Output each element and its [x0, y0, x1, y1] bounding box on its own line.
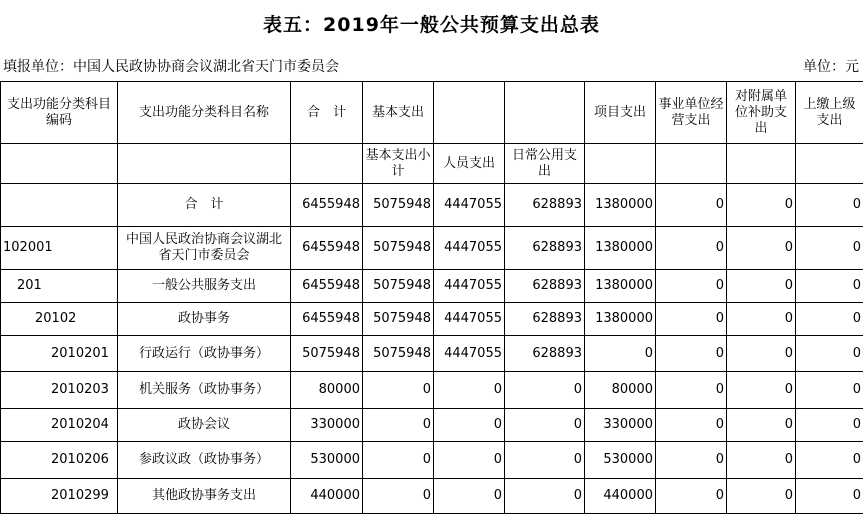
table-row [1, 479, 863, 514]
header-code: 支出功能分类科目编码 [1, 82, 118, 144]
basic-subtotal-cell: 5075948 [363, 303, 434, 336]
public-cell: 628893 [505, 227, 585, 270]
code-cell: 2010201 [1, 336, 118, 372]
personnel-cell: 4447055 [434, 336, 505, 372]
business-cell: 0 [656, 336, 727, 372]
header-sub-blank [1, 144, 118, 184]
budget-table [0, 81, 863, 514]
code-cell: 2010299 [1, 479, 118, 514]
total-cell: 6455948 [291, 227, 363, 270]
personnel-cell: 4447055 [434, 227, 505, 270]
subsidy-cell: 0 [727, 184, 796, 227]
upper-cell: 0 [796, 479, 863, 514]
name-cell: 其他政协事务支出 [118, 479, 291, 514]
table-row [1, 184, 863, 227]
business-cell: 0 [656, 303, 727, 336]
code-cell [1, 184, 118, 227]
business-cell: 0 [656, 184, 727, 227]
header-sub-blank [118, 144, 291, 184]
table-row [1, 409, 863, 442]
name-cell: 政协事务 [118, 303, 291, 336]
public-cell: 628893 [505, 303, 585, 336]
total-cell: 6455948 [291, 303, 363, 336]
upper-cell: 0 [796, 184, 863, 227]
header-sub-blank [796, 144, 863, 184]
subsidy-cell: 0 [727, 442, 796, 479]
header-name: 支出功能分类科目名称 [118, 82, 291, 144]
header-row-1 [1, 82, 863, 144]
name-cell: 中国人民政治协商会议湖北省天门市委员会 [118, 227, 291, 270]
personnel-cell: 0 [434, 442, 505, 479]
public-cell: 628893 [505, 270, 585, 303]
header-subsidy: 对附属单位补助支出 [727, 82, 796, 144]
header-row-2 [1, 144, 863, 184]
upper-cell: 0 [796, 227, 863, 270]
total-cell: 530000 [291, 442, 363, 479]
business-cell: 0 [656, 409, 727, 442]
basic-subtotal-cell: 0 [363, 479, 434, 514]
code-cell: 20102 [1, 303, 118, 336]
subsidy-cell: 0 [727, 479, 796, 514]
subsidy-cell: 0 [727, 372, 796, 409]
header-basic: 基本支出 [363, 82, 434, 144]
public-cell: 0 [505, 372, 585, 409]
code-cell: 2010203 [1, 372, 118, 409]
subsidy-cell: 0 [727, 270, 796, 303]
header-basic-subtotal: 基本支出小计 [363, 144, 434, 184]
project-cell: 1380000 [585, 270, 656, 303]
table-row [1, 442, 863, 479]
name-cell: 机关服务（政协事务） [118, 372, 291, 409]
currency-unit: 单位：元 [803, 59, 859, 75]
business-cell: 0 [656, 442, 727, 479]
personnel-cell: 4447055 [434, 184, 505, 227]
total-cell: 6455948 [291, 270, 363, 303]
header-blank-1 [434, 82, 505, 144]
public-cell: 628893 [505, 336, 585, 372]
header-sub-blank [585, 144, 656, 184]
basic-subtotal-cell: 5075948 [363, 270, 434, 303]
personnel-cell: 0 [434, 409, 505, 442]
project-cell: 440000 [585, 479, 656, 514]
project-cell: 330000 [585, 409, 656, 442]
header-upper: 上缴上级支出 [796, 82, 863, 144]
total-cell: 80000 [291, 372, 363, 409]
header-sub-blank [291, 144, 363, 184]
basic-subtotal-cell: 0 [363, 409, 434, 442]
basic-subtotal-cell: 5075948 [363, 227, 434, 270]
subsidy-cell: 0 [727, 409, 796, 442]
header-business: 事业单位经营支出 [656, 82, 727, 144]
header-project: 项目支出 [585, 82, 656, 144]
subsidy-cell: 0 [727, 227, 796, 270]
header-blank-2 [505, 82, 585, 144]
header-public: 日常公用支出 [505, 144, 585, 184]
basic-subtotal-cell: 5075948 [363, 184, 434, 227]
page-title: 表五：2019年一般公共预算支出总表 [263, 14, 600, 36]
table-row [1, 372, 863, 409]
total-cell: 6455948 [291, 184, 363, 227]
total-cell: 5075948 [291, 336, 363, 372]
project-cell: 0 [585, 336, 656, 372]
header-total: 合 计 [291, 82, 363, 144]
upper-cell: 0 [796, 442, 863, 479]
header-personnel: 人员支出 [434, 144, 505, 184]
public-cell: 0 [505, 442, 585, 479]
public-cell: 0 [505, 409, 585, 442]
project-cell: 530000 [585, 442, 656, 479]
public-cell: 0 [505, 479, 585, 514]
project-cell: 1380000 [585, 303, 656, 336]
personnel-cell: 4447055 [434, 270, 505, 303]
business-cell: 0 [656, 372, 727, 409]
personnel-cell: 0 [434, 372, 505, 409]
upper-cell: 0 [796, 336, 863, 372]
code-cell: 2010204 [1, 409, 118, 442]
name-cell: 参政议政（政协事务） [118, 442, 291, 479]
project-cell: 1380000 [585, 184, 656, 227]
name-cell: 一般公共服务支出 [118, 270, 291, 303]
project-cell: 1380000 [585, 227, 656, 270]
subsidy-cell: 0 [727, 303, 796, 336]
business-cell: 0 [656, 270, 727, 303]
business-cell: 0 [656, 479, 727, 514]
header-sub-blank [727, 144, 796, 184]
code-cell: 2010206 [1, 442, 118, 479]
total-cell: 330000 [291, 409, 363, 442]
public-cell: 628893 [505, 184, 585, 227]
code-cell: 201 [1, 270, 118, 303]
table-row [1, 336, 863, 372]
upper-cell: 0 [796, 303, 863, 336]
project-cell: 80000 [585, 372, 656, 409]
basic-subtotal-cell: 0 [363, 442, 434, 479]
upper-cell: 0 [796, 409, 863, 442]
table-row [1, 270, 863, 303]
subsidy-cell: 0 [727, 336, 796, 372]
name-cell: 政协会议 [118, 409, 291, 442]
basic-subtotal-cell: 0 [363, 372, 434, 409]
upper-cell: 0 [796, 270, 863, 303]
table-row [1, 227, 863, 270]
name-cell: 合 计 [118, 184, 291, 227]
upper-cell: 0 [796, 372, 863, 409]
header-sub-blank [656, 144, 727, 184]
name-cell: 行政运行（政协事务） [118, 336, 291, 372]
reporting-unit: 填报单位：中国人民政协协商会议湖北省天门市委员会 [3, 59, 339, 75]
basic-subtotal-cell: 5075948 [363, 336, 434, 372]
table-row [1, 303, 863, 336]
personnel-cell: 4447055 [434, 303, 505, 336]
code-cell: 102001 [1, 227, 118, 270]
total-cell: 440000 [291, 479, 363, 514]
personnel-cell: 0 [434, 479, 505, 514]
business-cell: 0 [656, 227, 727, 270]
